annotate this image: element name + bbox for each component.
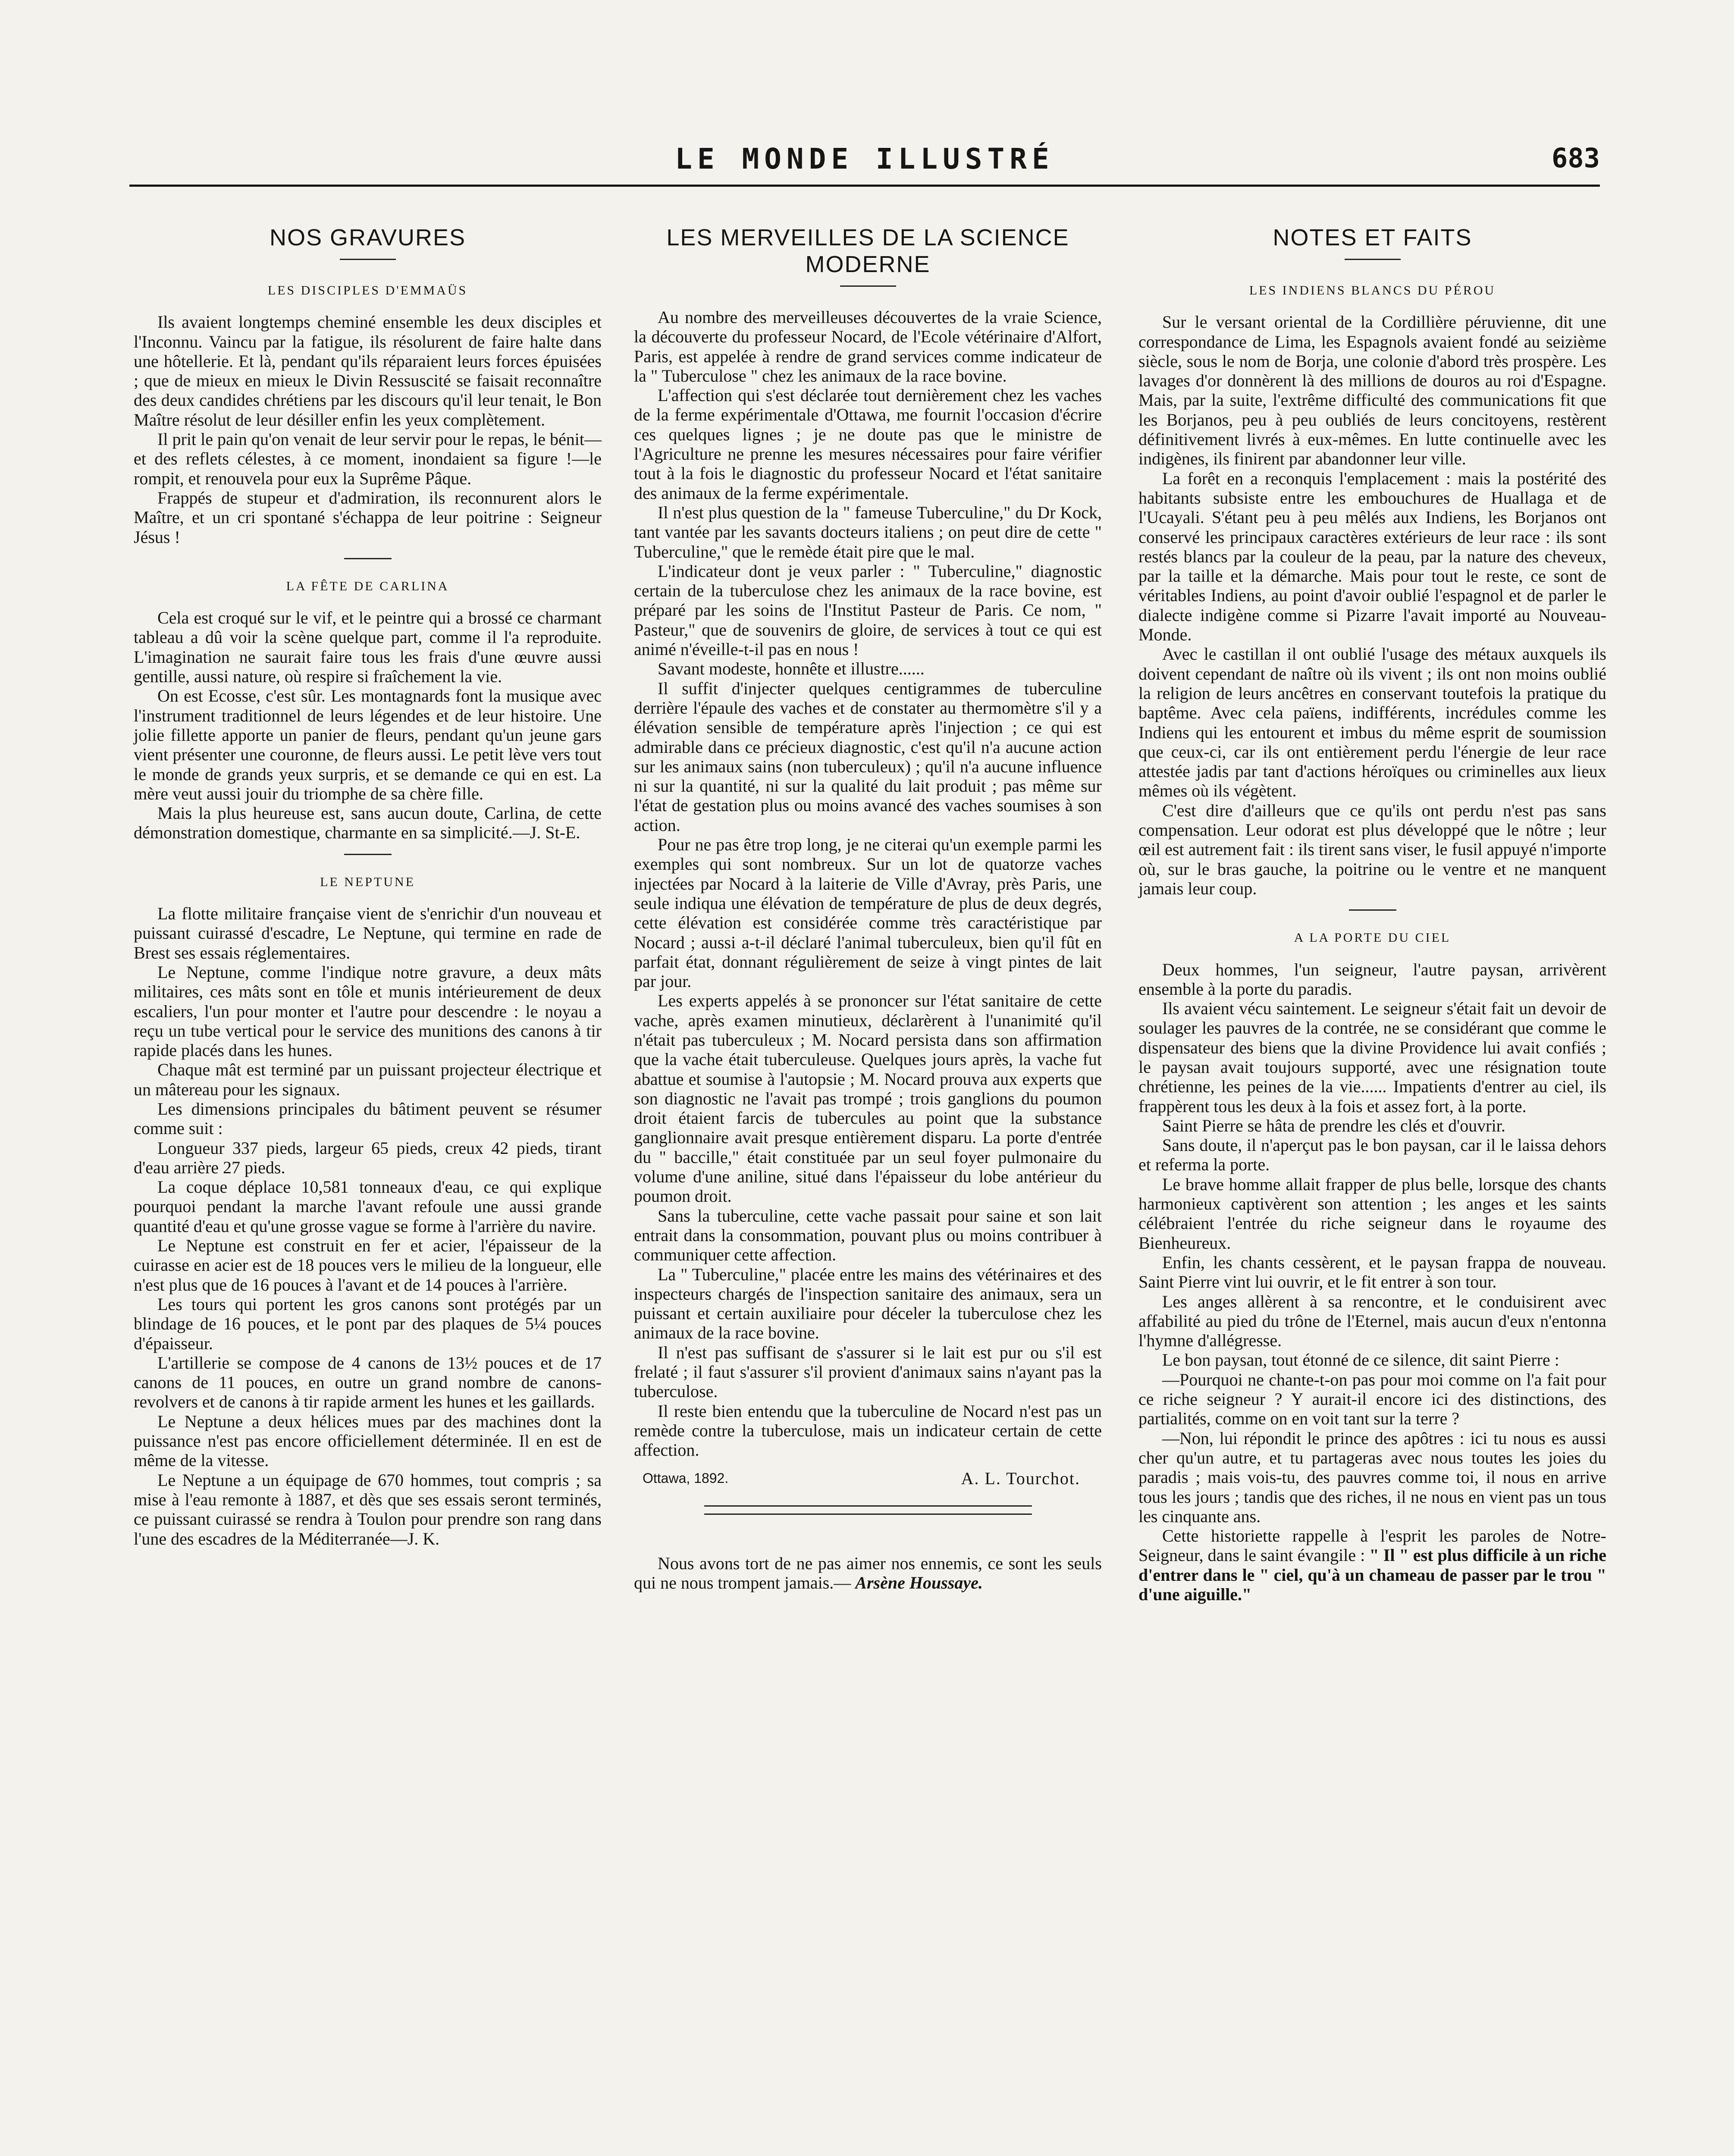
paragraph-text: Cette historiette rappelle à l'esprit les paroles de Notre-Seigneur, dans le saint évangile : [1138, 1526, 1606, 1565]
paragraph: Le Neptune a deux hélices mues par des machines dont la puissance n'est pas encore officiellement déterminée. Il en est de même de la vitesse. [134, 1411, 602, 1470]
paragraph: Chaque mât est terminé par un puissant projecteur électrique et un mâtereau pour les signaux. [134, 1060, 602, 1099]
title-rule [1345, 259, 1401, 260]
paragraph: Il reste bien entendu que la tuberculine de Nocard n'est pas un remède contre la tuberculose, mais un indicateur certain de cette affection. [634, 1401, 1102, 1460]
double-rule-divider [704, 1505, 1032, 1515]
paragraph: Saint Pierre se hâta de prendre les clés et d'ouvrir. [1162, 1116, 1505, 1135]
column-nos-gravures [134, 224, 602, 1548]
column-title: NOS GRAVURES [269, 225, 466, 251]
column-title-line: MODERNE [805, 251, 931, 277]
column-title: NOTES ET FAITS [1273, 225, 1472, 251]
column-title [634, 224, 1102, 278]
paragraph: Pour ne pas être trop long, je ne citerai qu'un exemple parmi les exemples qui sont nombreux. Sur un lot de quatorze vaches injectées par Nocard à la laiterie de Ville d'Avray, près Paris, une seule indiqua une élévation de température de plus de deux degrés, cette élévation est considérée comme très caractéristique par Nocard ; aussi a-t-il déclaré l'animal tuberculeux, bien qu'il fût en parfait état, donnant régulièrement de seize à vingt pintes de lait par jour. [634, 835, 1102, 991]
masthead-rule [129, 185, 1600, 187]
paragraph: La flotte militaire française vient de s'enrichir d'un nouveau et puissant cuirassé d'escadre, Le Neptune, qui termine en rade de Brest ses essais réglementaires. [134, 904, 602, 962]
section-title: LA FÊTE DE CARLINA [286, 579, 449, 593]
page-number: 683 [1552, 142, 1600, 174]
quote-text: Nous avons tort de ne pas aimer nos ennemis, ce sont les seuls qui ne nous trompent jamais.— [634, 1554, 1102, 1593]
paragraph: Le brave homme allait frapper de plus belle, lorsque des chants harmonieux captivèrent son attention ; les anges et les saints célébraient l'entrée du riche seigneur dans le royaume des Bienheureux. [1138, 1174, 1606, 1253]
paragraph: Il n'est pas suffisant de s'assurer si le lait est pur ou s'il est frelaté ; il faut s'assurer s'il provient d'animaux sains n'ayant pas la tuberculose. [634, 1342, 1102, 1401]
masthead-title: LE MONDE ILLUSTRÉ [675, 142, 1054, 175]
column-notes-et-faits [1138, 224, 1606, 1604]
paragraph: Au nombre des merveilleuses découvertes de la vraie Science, la découverte du professeur Nocard, de l'Ecole vétérinaire d'Alfort, Paris, est appelée à rendre de grand services comme indicateur de la " Tuberculose " chez les animaux de la race bovine. [634, 307, 1102, 385]
column-title-line: LES MERVEILLES DE LA SCIENCE [666, 225, 1069, 251]
paragraph: L'artillerie se compose de 4 canons de 13½ pouces et de 17 canons de 11 pouces, en outre un grand nombre de canons-revolvers et de canons à tir rapide arment les hunes et les gaillards. [134, 1353, 602, 1412]
section-title: A LA PORTE DU CIEL [1294, 931, 1451, 945]
paragraph: Les anges allèrent à sa rencontre, et le conduisirent avec affabilité au pied du trône de l'Eternel, mais aucun d'eux n'entonna l'hymne d'allégresse. [1138, 1291, 1606, 1351]
section-title: LES INDIENS BLANCS DU PÉROU [1249, 283, 1496, 298]
section-divider [344, 558, 392, 559]
paragraph [1138, 1526, 1606, 1604]
title-rule [840, 285, 896, 287]
paragraph: Le Neptune, comme l'indique notre gravure, a deux mâts militaires, ces mâts sont en tôle et munis intérieurement de deux escaliers, l'un pour monter et l'autre pour descendre : le noyau a reçu un tube vertical pour le service des munitions des canons à tir rapide placés dans les hunes. [134, 962, 602, 1060]
paragraph: La forêt en a reconquis l'emplacement : mais la postérité des habitants subsiste entre les embouchures de Huallaga et de l'Ucayali. S'étant peu à peu mêlés aux Indiens, les Borjanos ont conservé les principaux caractères extérieurs de leur race : ils sont restés blancs par la couleur de la peau, par la nature des cheveux, par la taille et la démarche. Mais pour tout le reste, ce sont de véritables Indiens, au point d'avoir oublié l'espagnol et de parler le dialecte indigène comme si Pizarre l'avait importé au Nouveau-Monde. [1138, 468, 1606, 645]
paragraph: Longueur 337 pieds, largeur 65 pieds, creux 42 pieds, tirant d'eau arrière 27 pieds. [134, 1138, 602, 1177]
column-merveilles-science [634, 224, 1102, 1593]
paragraph: Il prit le pain qu'on venait de leur servir pour le repas, le bénit—et des reflets célestes, à ce moment, inondaient sa figure !—le rompit, et renouvela pour eux la Suprême Pâque. [134, 429, 602, 488]
title-rule [340, 259, 396, 260]
paragraph: On est Ecosse, c'est sûr. Les montagnards font la musique avec l'instrument traditionnel de leurs légendes et de leur histoire. Une jolie fillette apporte un panier de fleurs, pendant qu'un jeune gars vient présenter une couronne, de fleurs aussi. Le petit lève vers tout le monde de grands yeux surpris, et se demande ce qui en est. La mère veut aussi jouir du triomphe de sa chère fille. [134, 686, 602, 803]
paragraph: L'indicateur dont je veux parler : " Tuberculine," diagnostic certain de la tuberculose chez les animaux de la race bovine, est préparé par les soins de l'Institut Pasteur de Paris. Ce nom, " Pasteur," que de souvenirs de gloire, de services à tout ce qui est animé n'éveille-t-il pas en nous ! [634, 561, 1102, 659]
paragraph: C'est dire d'ailleurs que ce qu'ils ont perdu n'est pas sans compensation. Leur odorat est plus développé que le nôtre ; leur œil est autrement fait : ils tirent sans viser, le fusil appuyé n'importe où, sur le bras gauche, la poitrine ou le ventre et ne manquent jamais leur coup. [1138, 800, 1606, 898]
paragraph: Cela est croqué sur le vif, et le peintre qui a brossé ce charmant tableau a dû voir la scène quelque part, comme il l'a reproduite. L'imagination ne saurait faire tous les frais d'une œuvre aussi gentille, aussi nature, où respire si fraîchement la vie. [134, 608, 602, 686]
author-signature: A. L. Tourchot. [961, 1468, 1080, 1488]
paragraph: Sur le versant oriental de la Cordillière péruvienne, dit une correspondance de Lima, les Espagnols avaient fondé au seizième siècle, sous le nom de Borja, une colonie d'abord très prospère. Les lavages d'or donnèrent là des millions de douros au roi d'Espagne. Mais, par la suite, l'extrême difficulté des communications fit que les Borjanos, peu à peu oubliés de leurs concitoyens, restèrent définitivement livrés à eux-mêmes. En lutte continuelle avec les indigènes, ils finirent par abandonner leur ville. [1138, 312, 1606, 469]
paragraph: Sans la tuberculine, cette vache passait pour saine et son lait entrait dans la consommation, pouvant plus ou moins contribuer à communiquer cette affection. [634, 1206, 1102, 1265]
quote-author: Arsène Houssaye. [855, 1573, 983, 1593]
paragraph: Avec le castillan il ont oublié l'usage des métaux auxquels ils doivent cependant de naître où ils vivent ; ils ont non moins oublié la religion de leurs ancêtres en conservant toutefois la pratique du baptême. Avec cela païens, indifférents, incrédules comme les Indiens qui les entourent et imbus du même esprit de soumission que ceux-ci, car ils ont entièrement perdu l'énergie de leur race attestée jadis par tant d'actions héroïques ou criminelles aux lieux mêmes où ils végètent. [1138, 644, 1606, 801]
paragraph: Enfin, les chants cessèrent, et le paysan frappa de nouveau. Saint Pierre vint lui ouvrir, et le fit entrer à son tour. [1138, 1252, 1606, 1292]
paragraph: La " Tuberculine," placée entre les mains des vétérinaires et des inspecteurs chargés de l'inspection sanitaire des animaux, sera un puissant et certain auxiliaire pour déceler la tuberculose chez les animaux de la race bovine. [634, 1264, 1102, 1343]
section-title: LES DISCIPLES D'EMMAÜS [267, 283, 468, 298]
paragraph: Sans doute, il n'aperçut pas le bon paysan, car il le laissa dehors et referma la porte. [1138, 1135, 1606, 1175]
paragraph: Le Neptune a un équipage de 670 hommes, tout compris ; sa mise à l'eau remonte à 1887, et dès que ses essais seront terminés, ce puissant cuirassé se rendra à Toulon pour prendre son rang dans l'une des escadres de la Méditerranée—J. K. [134, 1470, 602, 1548]
gospel-quote: " Il " est plus difficile à un riche d'entrer dans le " ciel, qu'à un chameau de passer par le trou " d'une aiguille." [1138, 1545, 1607, 1604]
paragraph: Ils avaient longtemps cheminé ensemble les deux disciples et l'Inconnu. Vaincu par la fatigue, ils résolurent de faire halte dans une hôtellerie. Et là, pendant qu'ils réparaient leurs forces épuisées ; que de mieux en mieux le Divin Ressuscité se faisait reconnaître des deux candides chrétiens par les discours qu'il leur tenait, le Bon Maître résolut de leur désiller enfin les yeux complètement. [134, 312, 602, 429]
paragraph: Le bon paysan, tout étonné de ce silence, dit saint Pierre : [1162, 1350, 1559, 1370]
section-divider [344, 854, 392, 855]
section-divider [1349, 909, 1396, 911]
paragraph: Le Neptune est construit en fer et acier, l'épaisseur de la cuirasse en acier est de 18 pouces vers le milieu de la longueur, elle n'est plus que de 16 pouces à l'avant et de 14 pouces à l'arrière. [134, 1236, 602, 1294]
quotation [634, 1554, 1102, 1593]
paragraph: L'affection qui s'est déclarée tout dernièrement chez les vaches de la ferme expérimentale d'Ottawa, me fournit l'occasion d'écrire ces quelques lignes ; je ne doute pas que le ministre de l'Agriculture ne prenne les mesures nécessaires pour faire vérifier tout à la fois le diagnostic du professeur Nocard et l'état sanitaire des animaux de la ferme expérimentale. [634, 385, 1102, 503]
paragraph: Deux hommes, l'un seigneur, l'autre paysan, arrivèrent ensemble à la porte du paradis. [1138, 959, 1606, 999]
paragraph: —Pourquoi ne chante-t-on pas pour moi comme on l'a fait pour ce riche seigneur ? Y aurait-il encore ici des distinctions, des partialités, comme on en voit tant sur la terre ? [1138, 1369, 1606, 1429]
paragraph: La coque déplace 10,581 tonneaux d'eau, ce qui explique pourquoi pendant la marche l'avant refoule une aussi grande quantité d'eau et qu'une grosse vague se forme à l'arrière du navire. [134, 1177, 602, 1236]
paragraph: —Non, lui répondit le prince des apôtres : ici tu nous es aussi cher qu'un autre, et tu partageras avec nous toutes les joies du paradis ; mais vois-tu, des pauvres comme toi, il nous en arrive tous les jours ; tandis que des riches, il ne nous en vient pas un tous les cinquante ans. [1138, 1428, 1606, 1526]
paragraph: Ils avaient vécu saintement. Le seigneur s'était fait un devoir de soulager les pauvres de la contrée, ne se considérant que comme le dispensateur des biens que la divine Providence lui avait confiés ; le paysan avait toujours supporté, avec une résignation toute chrétienne, les peines de la vie...... Impatients d'entrer au ciel, ils frappèrent tous les deux à la fois et assez fort, à la porte. [1138, 999, 1606, 1116]
paragraph: Les experts appelés à se prononcer sur l'état sanitaire de cette vache, après examen minutieux, déclarèrent à l'unanimité qu'il n'était pas tuberculeux ; M. Nocard persista dans son affirmation que la vache était tuberculeuse. Quelques jours après, la vache fut abattue et soumise à l'autopsie ; M. Nocard prouva aux experts que son diagnostic ne l'avait pas trompé ; trois ganglions du poumon droit étaient farcis de tubercules au point que la substance ganglionnaire avait presque entièrement disparu. La porte d'entrée du " baccille," était constituée par un seul foyer pulmonaire du volume d'une aniline, situé dans l'épaisseur du lobe antérieur du poumon droit. [634, 991, 1102, 1206]
paragraph: Frappés de stupeur et d'admiration, ils reconnurent alors le Maître, et un cri spontané s'échappa de leur poitrine : Seigneur Jésus ! [134, 488, 602, 547]
paragraph: Les dimensions principales du bâtiment peuvent se résumer comme suit : [134, 1099, 602, 1138]
section-title: LE NEPTUNE [320, 874, 415, 889]
dateline: Ottawa, 1892. [643, 1470, 729, 1486]
paragraph: Il suffit d'injecter quelques centigrammes de tuberculine derrière l'épaule des vaches et de constater au thermomètre s'il y a élévation sensible de température après l'injection ; ce qui est admirable dans ce précieux diagnostic, c'est qu'il n'a aucune action sur les animaux sains (non tuberculeux) ; qu'il n'a aucune influence ni sur la quantité, ni sur la qualité du lait produit ; pas même sur l'état de gestation plus ou moins avancé des vaches soumises à son action. [634, 678, 1102, 835]
paragraph: Mais la plus heureuse est, sans aucun doute, Carlina, de cette démonstration domestique, charmante en sa simplicité.—J. St-E. [134, 803, 602, 843]
paragraph: Il n'est plus question de la " fameuse Tuberculine," du Dr Kock, tant vantée par les savants docteurs italiens ; on peut dire de cette " Tuberculine," que le remède était pire que le mal. [634, 502, 1102, 561]
paragraph: Les tours qui portent les gros canons sont protégés par un blindage de 16 pouces, et le pont par des plaques de 5¼ pouces d'épaisseur. [134, 1294, 602, 1353]
masthead [129, 142, 1600, 181]
paragraph: Savant modeste, honnête et illustre...... [658, 659, 925, 679]
